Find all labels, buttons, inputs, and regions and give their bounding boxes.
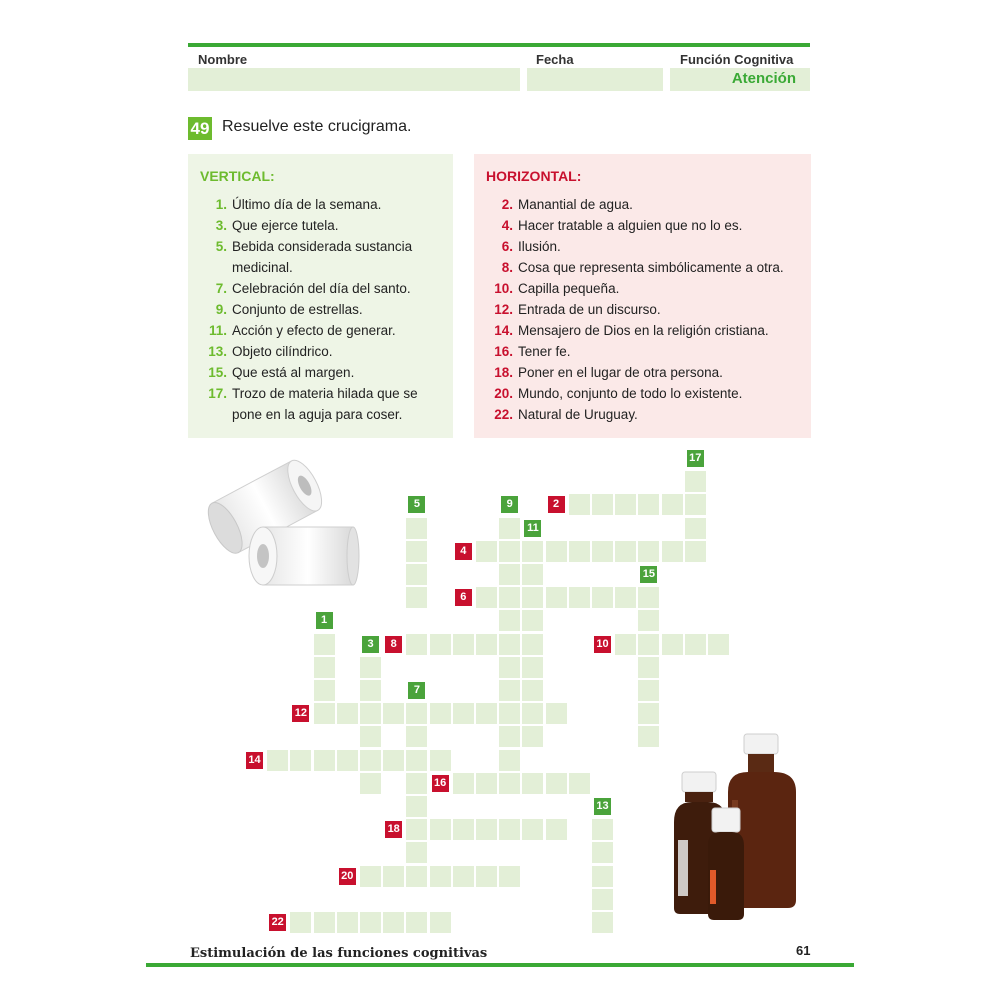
clue-text: Bebida considerada sustancia medicinal. (232, 239, 413, 275)
crossword-cell[interactable] (522, 773, 543, 794)
crossword-cell[interactable] (406, 866, 427, 887)
crossword-cell[interactable] (360, 657, 381, 678)
crossword-cell[interactable] (476, 773, 497, 794)
crossword-cell[interactable] (592, 541, 613, 562)
crossword-cell[interactable] (638, 657, 659, 678)
crossword-cell[interactable] (406, 819, 427, 840)
crossword-cell[interactable] (430, 819, 451, 840)
crossword-cell[interactable] (662, 541, 683, 562)
crossword-cell[interactable] (337, 750, 358, 771)
crossword-cell[interactable] (314, 703, 335, 724)
clue-number: 5. (215, 239, 227, 254)
crossword-cell[interactable] (592, 912, 613, 933)
vertical-clue (188, 278, 438, 299)
vertical-number-1: 1 (316, 612, 333, 629)
clue-text: Mundo, conjunto de todo lo existente. (518, 386, 743, 401)
clue-number: 1. (215, 197, 227, 212)
vertical-clue (188, 320, 438, 341)
clue-number: 15. (208, 365, 227, 380)
crossword-cell[interactable] (708, 634, 729, 655)
crossword-cell[interactable] (592, 819, 613, 840)
vertical-number-11: 11 (524, 520, 541, 537)
crossword-cell[interactable] (522, 541, 543, 562)
vertical-clue (188, 362, 438, 383)
clue-text: Natural de Uruguay. (518, 407, 638, 422)
crossword-cell[interactable] (406, 773, 427, 794)
crossword-cell[interactable] (522, 564, 543, 585)
crossword-cell[interactable] (337, 703, 358, 724)
crossword-cell[interactable] (592, 842, 613, 863)
clue-text: Acción y efecto de generar. (232, 323, 396, 338)
clue-number: 14. (494, 323, 513, 338)
crossword-cell[interactable] (522, 634, 543, 655)
vertical-clue (188, 299, 438, 320)
crossword-cell[interactable] (638, 634, 659, 655)
horizontal-clue-list (474, 194, 799, 425)
crossword-cell[interactable] (592, 587, 613, 608)
crossword-cell[interactable] (453, 773, 474, 794)
crossword-cell[interactable] (476, 819, 497, 840)
horizontal-number-16: 16 (432, 775, 449, 792)
footer-title: Estimulación de las funciones cognitivas (190, 946, 488, 961)
clue-number: 11. (208, 323, 227, 338)
horizontal-number-14: 14 (246, 752, 263, 769)
clue-number: 18. (494, 365, 513, 380)
function-value: Atención (731, 70, 796, 87)
clue-number: 10. (494, 281, 513, 296)
clue-text: Manantial de agua. (518, 197, 633, 212)
clue-text: Mensajero de Dios en la religión cristiana. (518, 323, 769, 338)
clue-text: Cosa que representa simbólicamente a otra. (518, 260, 784, 275)
crossword-cell[interactable] (569, 587, 590, 608)
crossword-cell[interactable] (662, 494, 683, 515)
horizontal-number-20: 20 (339, 868, 356, 885)
horizontal-clue (474, 404, 799, 425)
horizontal-number-22: 22 (269, 914, 286, 931)
crossword-cell[interactable] (314, 680, 335, 701)
vertical-number-17: 17 (687, 450, 704, 467)
horizontal-number-8: 8 (385, 636, 402, 653)
paper-towel-rolls-image (205, 455, 365, 595)
crossword-cell[interactable] (453, 634, 474, 655)
vertical-clue (188, 194, 438, 215)
crossword-cell[interactable] (360, 703, 381, 724)
crossword-cell[interactable] (499, 587, 520, 608)
crossword-cell[interactable] (314, 750, 335, 771)
clue-number: 22. (494, 407, 513, 422)
vertical-clue (188, 236, 438, 278)
clue-number: 8. (501, 260, 513, 275)
crossword-cell[interactable] (406, 726, 427, 747)
horizontal-number-12: 12 (292, 705, 309, 722)
horizontal-number-18: 18 (385, 821, 402, 838)
horizontal-title: HORIZONTAL: (486, 168, 582, 184)
vertical-title: VERTICAL: (200, 168, 275, 184)
exercise-number: 49 (188, 117, 212, 140)
crossword-cell[interactable] (406, 587, 427, 608)
crossword-cell[interactable] (360, 912, 381, 933)
crossword-cell[interactable] (638, 703, 659, 724)
crossword-cell[interactable] (499, 866, 520, 887)
crossword-cell[interactable] (406, 842, 427, 863)
crossword-cell[interactable] (430, 866, 451, 887)
crossword-cell[interactable] (499, 726, 520, 747)
crossword-cell[interactable] (406, 912, 427, 933)
crossword-cell[interactable] (406, 634, 427, 655)
horizontal-clue (474, 362, 799, 383)
vertical-clue-list (188, 194, 438, 425)
crossword-cell[interactable] (360, 866, 381, 887)
clue-text: Tener fe. (518, 344, 571, 359)
vertical-number-15: 15 (640, 566, 657, 583)
crossword-cell[interactable] (638, 587, 659, 608)
crossword-cell[interactable] (290, 750, 311, 771)
crossword-cell[interactable] (685, 494, 706, 515)
clue-number: 12. (494, 302, 513, 317)
crossword-cell[interactable] (638, 494, 659, 515)
clue-number: 17. (208, 386, 227, 401)
crossword-cell[interactable] (615, 634, 636, 655)
crossword-cell[interactable] (360, 750, 381, 771)
vertical-number-5: 5 (408, 496, 425, 513)
crossword-cell[interactable] (592, 494, 613, 515)
crossword-cell[interactable] (592, 866, 613, 887)
crossword-cell[interactable] (685, 541, 706, 562)
crossword-cell[interactable] (337, 912, 358, 933)
crossword-cell[interactable] (314, 634, 335, 655)
horizontal-clues-box (474, 154, 811, 438)
clue-number: 6. (501, 239, 513, 254)
crossword-cell[interactable] (453, 866, 474, 887)
crossword-cell[interactable] (476, 866, 497, 887)
top-rule (188, 43, 810, 47)
crossword-cell[interactable] (383, 703, 404, 724)
crossword-cell[interactable] (499, 819, 520, 840)
clue-text: Conjunto de estrellas. (232, 302, 363, 317)
clue-number: 9. (215, 302, 227, 317)
clue-number: 2. (501, 197, 513, 212)
crossword-cell[interactable] (522, 819, 543, 840)
crossword-cell[interactable] (383, 866, 404, 887)
crossword-cell[interactable] (430, 912, 451, 933)
clue-number: 3. (215, 218, 227, 233)
vertical-clue (188, 215, 438, 236)
crossword-cell[interactable] (360, 773, 381, 794)
crossword-cell[interactable] (638, 541, 659, 562)
crossword-cell[interactable] (406, 518, 427, 539)
clue-text: Capilla pequeña. (518, 281, 620, 296)
crossword-cell[interactable] (383, 750, 404, 771)
crossword-cell[interactable] (499, 541, 520, 562)
clue-number: 7. (215, 281, 227, 296)
crossword-cell[interactable] (638, 610, 659, 631)
crossword-cell[interactable] (662, 634, 683, 655)
horizontal-number-6: 6 (455, 589, 472, 606)
date-field[interactable] (527, 68, 663, 91)
crossword-cell[interactable] (406, 750, 427, 771)
crossword-cell[interactable] (499, 750, 520, 771)
clue-text: Que ejerce tutela. (232, 218, 339, 233)
function-label: Función Cognitiva (680, 52, 794, 67)
crossword-cell[interactable] (430, 750, 451, 771)
crossword-cell[interactable] (406, 703, 427, 724)
crossword-cell[interactable] (522, 587, 543, 608)
crossword-cell[interactable] (499, 634, 520, 655)
crossword-cell[interactable] (569, 494, 590, 515)
crossword-cell[interactable] (406, 564, 427, 585)
crossword-cell[interactable] (569, 541, 590, 562)
crossword-cell[interactable] (314, 912, 335, 933)
crossword-cell[interactable] (615, 494, 636, 515)
vertical-clue (188, 383, 438, 425)
crossword-cell[interactable] (615, 541, 636, 562)
clue-text: Hacer tratable a alguien que no lo es. (518, 218, 743, 233)
crossword-cell[interactable] (685, 634, 706, 655)
crossword-cell[interactable] (499, 610, 520, 631)
crossword-cell[interactable] (360, 680, 381, 701)
crossword-cell[interactable] (522, 680, 543, 701)
clue-text: Que está al margen. (232, 365, 355, 380)
crossword-cell[interactable] (314, 657, 335, 678)
crossword-cell[interactable] (546, 587, 567, 608)
horizontal-clue (474, 278, 799, 299)
crossword-cell[interactable] (453, 819, 474, 840)
clue-number: 16. (494, 344, 513, 359)
crossword-cell[interactable] (406, 796, 427, 817)
crossword-cell[interactable] (569, 773, 590, 794)
horizontal-clue (474, 341, 799, 362)
crossword-cell[interactable] (430, 703, 451, 724)
horizontal-clue (474, 299, 799, 320)
crossword-cell[interactable] (476, 703, 497, 724)
clue-text: Celebración del día del santo. (232, 281, 411, 296)
crossword-cell[interactable] (685, 471, 706, 492)
crossword-cell[interactable] (546, 541, 567, 562)
crossword-cell[interactable] (406, 541, 427, 562)
clue-number: 4. (501, 218, 513, 233)
clue-number: 13. (208, 344, 227, 359)
crossword-cell[interactable] (476, 541, 497, 562)
crossword-cell[interactable] (546, 773, 567, 794)
horizontal-number-4: 4 (455, 543, 472, 560)
exercise-instruction: Resuelve este crucigrama. (222, 118, 412, 135)
vertical-clues-box (188, 154, 453, 438)
vertical-number-9: 9 (501, 496, 518, 513)
clue-text: Ilusión. (518, 239, 561, 254)
crossword-cell[interactable] (453, 703, 474, 724)
crossword-cell[interactable] (499, 657, 520, 678)
crossword-cell[interactable] (638, 726, 659, 747)
vertical-number-3: 3 (362, 636, 379, 653)
crossword-cell[interactable] (685, 518, 706, 539)
clue-text: Objeto cilíndrico. (232, 344, 333, 359)
crossword-cell[interactable] (499, 518, 520, 539)
horizontal-clue (474, 383, 799, 404)
name-field[interactable] (188, 68, 520, 91)
horizontal-number-10: 10 (594, 636, 611, 653)
name-label: Nombre (198, 52, 248, 67)
date-label: Fecha (536, 52, 574, 67)
crossword-cell[interactable] (383, 912, 404, 933)
crossword-cell[interactable] (592, 889, 613, 910)
crossword-cell[interactable] (430, 634, 451, 655)
crossword-cell[interactable] (360, 726, 381, 747)
crossword-cell[interactable] (522, 726, 543, 747)
medicine-bottles-image (668, 730, 803, 922)
clue-text: Último día de la semana. (232, 197, 382, 212)
crossword-cell[interactable] (546, 703, 567, 724)
vertical-number-13: 13 (594, 798, 611, 815)
crossword-cell[interactable] (499, 680, 520, 701)
vertical-clue (188, 341, 438, 362)
crossword-cell[interactable] (476, 634, 497, 655)
clue-text: Trozo de materia hilada que se pone en la aguja para coser. (232, 386, 418, 422)
horizontal-clue (474, 215, 799, 236)
crossword-cell[interactable] (476, 587, 497, 608)
crossword-cell[interactable] (290, 912, 311, 933)
page-number: 61 (796, 943, 811, 958)
horizontal-number-2: 2 (548, 496, 565, 513)
vertical-number-7: 7 (408, 682, 425, 699)
crossword-cell[interactable] (499, 564, 520, 585)
crossword-cell[interactable] (267, 750, 288, 771)
clue-number: 20. (494, 386, 513, 401)
crossword-cell[interactable] (615, 587, 636, 608)
crossword-cell[interactable] (522, 703, 543, 724)
function-field (670, 68, 810, 91)
crossword-cell[interactable] (522, 657, 543, 678)
horizontal-clue (474, 320, 799, 341)
horizontal-clue (474, 236, 799, 257)
crossword-cell[interactable] (522, 610, 543, 631)
clue-text: Entrada de un discurso. (518, 302, 661, 317)
crossword-cell[interactable] (499, 773, 520, 794)
bottom-rule (146, 963, 854, 967)
clue-text: Poner en el lugar de otra persona. (518, 365, 723, 380)
horizontal-clue (474, 257, 799, 278)
crossword-cell[interactable] (499, 703, 520, 724)
crossword-cell[interactable] (638, 680, 659, 701)
crossword-cell[interactable] (546, 819, 567, 840)
horizontal-clue (474, 194, 799, 215)
